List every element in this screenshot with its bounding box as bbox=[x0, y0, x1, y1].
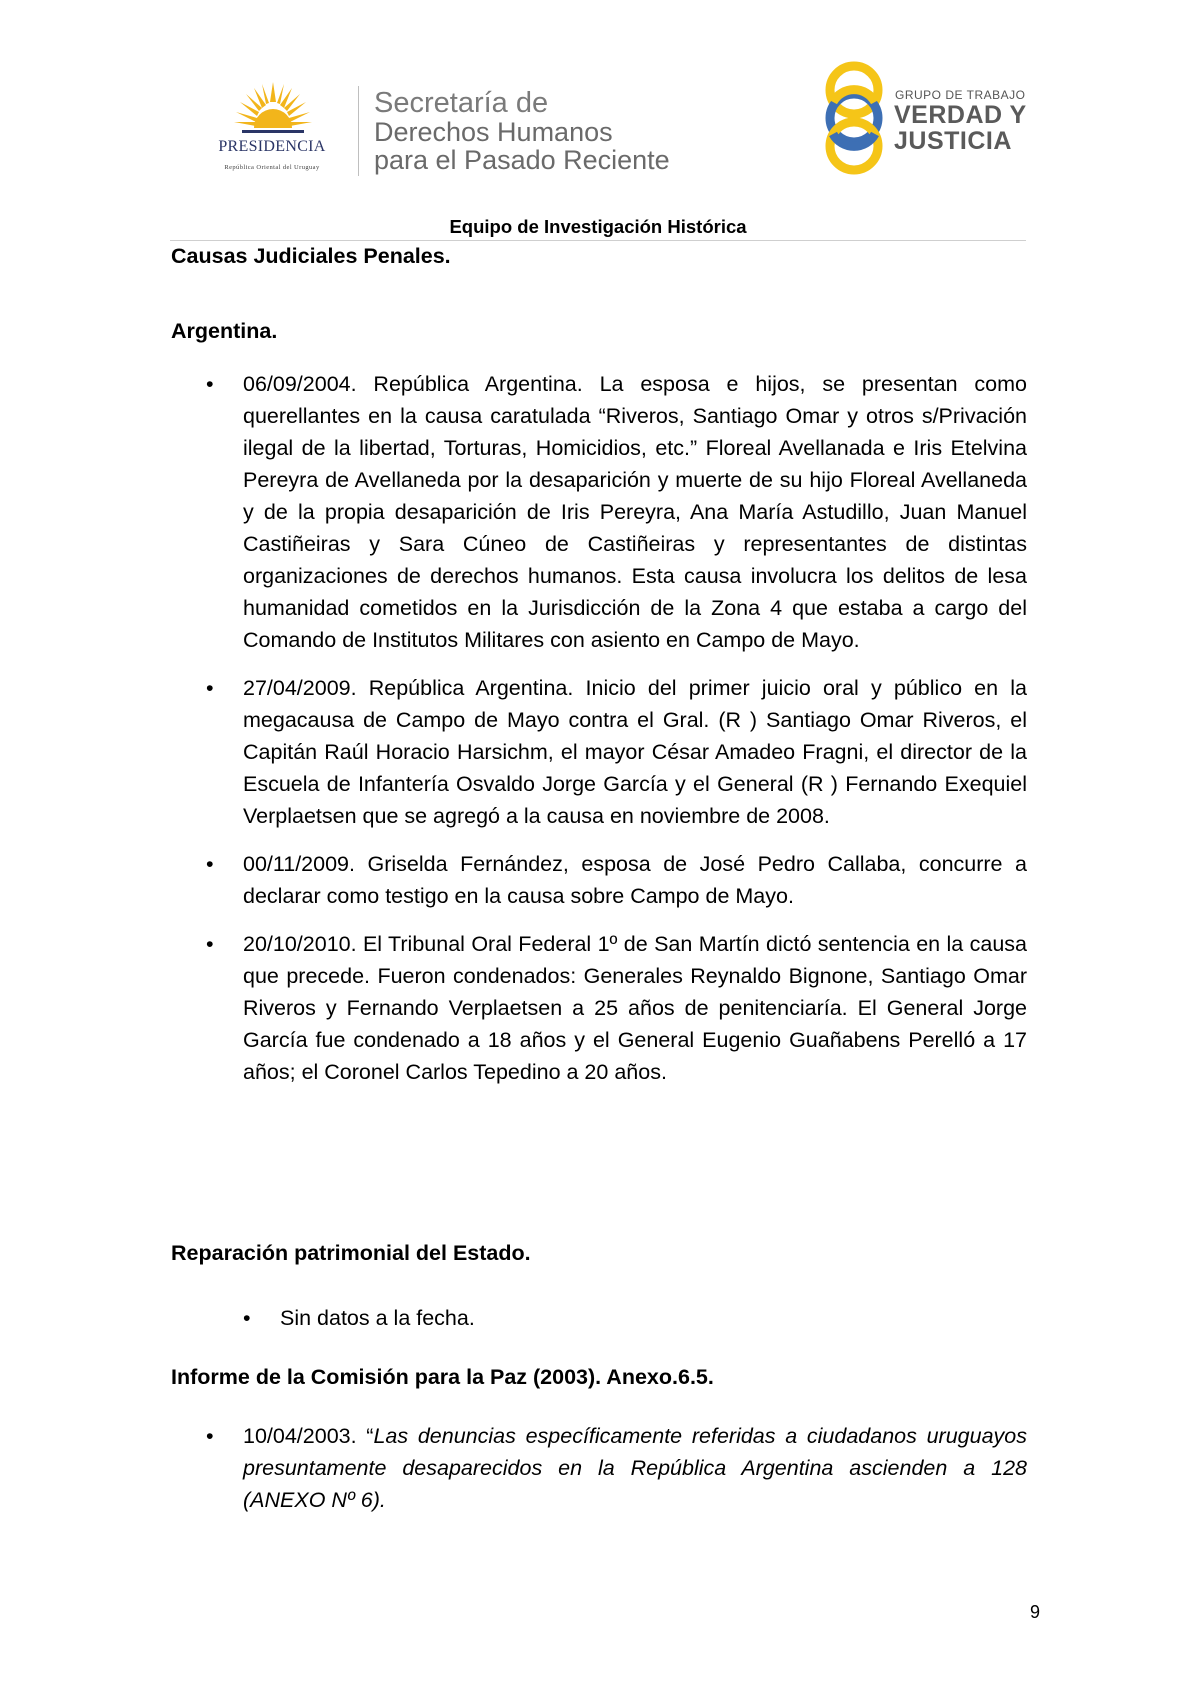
bullet: • bbox=[206, 1424, 214, 1448]
reparacion-item bbox=[243, 1302, 475, 1334]
justicia-label: JUSTICIA bbox=[894, 127, 1012, 155]
heading-causas-judiciales: Causas Judiciales Penales. bbox=[171, 244, 451, 268]
argentina-entries-list bbox=[171, 368, 1027, 1088]
list-item bbox=[171, 368, 1027, 656]
secretaria-logo bbox=[374, 88, 670, 174]
reparacion-text: Sin datos a la fecha. bbox=[280, 1306, 475, 1330]
entry-text: 00/11/2009. Griselda Fernández, esposa de José Pedro Callaba, concurre a declarar como testigo en la causa sobre Campo de Mayo. bbox=[243, 852, 1027, 908]
bullet: • bbox=[206, 372, 214, 396]
secretaria-line-2: Derechos Humanos bbox=[374, 117, 613, 147]
entry-text: 20/10/2010. El Tribunal Oral Federal 1º de San Martín dictó sentencia en la causa que precede. Fueron condenados: Generales Reynaldo Bignone, Santiago Omar Riveros y Fernando Verplaetsen a 25 años de penitenciaría. El General Jorge García fue condenado a 18 años y el General Eugenio Guañabens Perelló a 17 años; el Coronel Carlos Tepedino a 20 años. bbox=[243, 932, 1027, 1084]
team-title: Equipo de Investigación Histórica bbox=[449, 216, 747, 237]
bullet: • bbox=[243, 1306, 251, 1330]
interlocking-rings-icon bbox=[822, 58, 886, 178]
bullet: • bbox=[206, 932, 214, 956]
informe-quote: Las denuncias específicamente referidas a ciudadanos uruguayos presuntamente desaparecidos en la República Argentina ascienden a 128 (ANEXO Nº 6). bbox=[243, 1424, 1027, 1512]
list-item bbox=[171, 848, 1027, 912]
entry-text: 27/04/2009. República Argentina. Inicio del primer juicio oral y público en la megacausa de Campo de Mayo contra el Gral. (R ) Santiago Omar Riveros, el Capitán Raúl Horacio Harsichm, el mayor César Amadeo Fragni, el director de la Escuela de Infantería Osvaldo Jorge García y el General (R ) Fernando Exequiel Verplaetsen que se agregó a la causa en noviembre de 2008. bbox=[243, 676, 1027, 828]
entry-text: 06/09/2004. República Argentina. La esposa e hijos, se presentan como querellantes en la causa caratulada “Riveros, Santiago Omar y otros s/Privación ilegal de la libertad, Torturas, Homicidios, etc.” Floreal Avellanada e Iris Etelvina Pereyra de Avellaneda por la desaparición y muerte de su hijo Floreal Avellaneda y de la propia desaparición de Iris Pereyra, Ana María Astudillo, Juan Manuel Castiñeiras y Sara Cúneo de Castiñeiras y representantes de distintas organizaciones de derechos humanos. Esta causa involucra los delitos de lesa humanidad cometidos en la Jurisdicción de la Zona 4 que estaba a cargo del Comando de Institutos Militares con asiento en Campo de Mayo. bbox=[243, 372, 1027, 652]
presidencia-wordmark: PRESIDENCIA bbox=[218, 138, 326, 155]
header-rule bbox=[170, 240, 1026, 241]
informe-entry bbox=[171, 1420, 1027, 1516]
informe-date: 10/04/2003. “ bbox=[243, 1424, 374, 1448]
verdad-justicia-logo bbox=[822, 58, 1032, 178]
heading-reparacion: Reparación patrimonial del Estado. bbox=[171, 1241, 531, 1265]
grupo-trabajo-label: GRUPO DE TRABAJO bbox=[895, 88, 1026, 102]
list-item bbox=[171, 928, 1027, 1088]
list-item bbox=[171, 1420, 1027, 1516]
heading-argentina: Argentina. bbox=[171, 319, 278, 343]
secretaria-line-1: Secretaría de bbox=[374, 87, 549, 119]
page-number: 9 bbox=[1029, 1602, 1040, 1622]
header-divider bbox=[358, 86, 359, 176]
sun-emblem-icon bbox=[232, 78, 314, 140]
presidencia-logo bbox=[192, 78, 352, 178]
presidencia-subtitle: República Oriental del Uruguay bbox=[224, 164, 320, 171]
bullet: • bbox=[206, 676, 214, 700]
bullet: • bbox=[206, 852, 214, 876]
heading-informe: Informe de la Comisión para la Paz (2003). Anexo.6.5. bbox=[171, 1365, 714, 1389]
list-item bbox=[171, 672, 1027, 832]
verdad-label: VERDAD Y bbox=[894, 101, 1027, 129]
secretaria-line-3: para el Pasado Reciente bbox=[374, 145, 670, 175]
